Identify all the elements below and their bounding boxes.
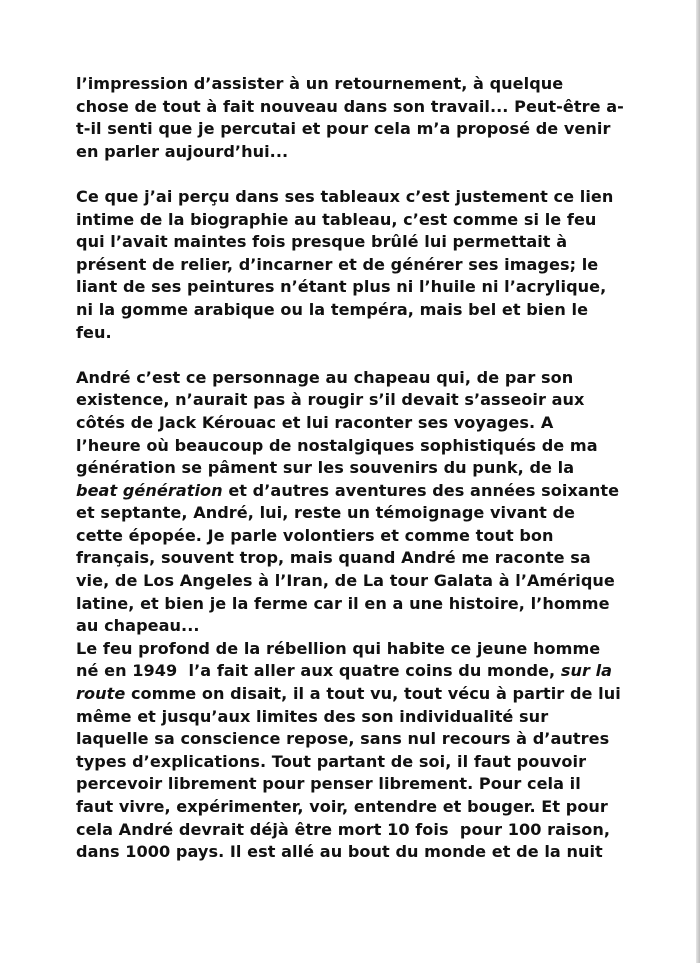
text-line: même et jusqu’aux limites des son individualité sur: [76, 706, 549, 726]
text-line: cette épopée. Je parle volontiers et comme tout bon: [76, 525, 554, 545]
text-line: l’heure où beaucoup de nostalgiques sophistiqués de ma: [76, 435, 598, 455]
paragraph-2: [76, 186, 656, 344]
text-line: liant de ses peintures n’étant plus ni l’huile ni l’acrylique,: [76, 277, 607, 297]
text-line: types d’explications. Tout partant de soi, il faut pouvoir: [76, 751, 587, 771]
paragraph-gap: [76, 163, 656, 186]
text-line: André c’est ce personnage au chapeau qui, de par son: [76, 367, 574, 387]
text-line: présent de relier, d’incarner et de générer ses images; le: [76, 254, 599, 274]
italic-sur-la: sur la: [560, 661, 613, 681]
text-line: français, souvent trop, mais quand André me raconte sa: [76, 548, 591, 568]
text-line: l’impression d’assister à un retournement, à quelque: [76, 74, 564, 93]
text-line: Le feu profond de la rébellion qui habite ce jeune homme: [76, 638, 601, 658]
text-line: [76, 480, 656, 503]
text-line: qui l’avait maintes fois presque brûlé lui permettait à: [76, 232, 568, 252]
text-line: chose de tout à fait nouveau dans son travail... Peut-être a-: [76, 96, 624, 116]
paragraph-gap: [76, 344, 656, 367]
text-line: vie, de Los Angeles à l’Iran, de La tour Galata à l’Amérique: [76, 571, 615, 591]
text-line: Ce que j’ai perçu dans ses tableaux c’est justement ce lien: [76, 186, 614, 206]
text-line: percevoir librement pour penser librement. Pour cela il: [76, 774, 581, 794]
body-text: [76, 73, 656, 864]
text-line: feu.: [76, 322, 112, 342]
text-line: latine, et bien je la ferme car il en a une histoire, l’homme: [76, 593, 610, 613]
text-line: et septante, André, lui, reste un témoignage vivant de: [76, 503, 576, 523]
text-line: faut vivre, expérimenter, voir, entendre et bouger. Et pour: [76, 797, 608, 816]
text-line: dans 1000 pays. Il est allé au bout du monde et de la nuit: [76, 842, 603, 862]
text-line: [76, 660, 656, 683]
paragraph-3: [76, 367, 656, 864]
scan-edge: [696, 0, 700, 963]
text-line: existence, n’aurait pas à rougir s’il devait s’asseoir aux: [76, 390, 585, 410]
text-fragment: comme on disait, il a tout vu, tout vécu à partir de lui: [125, 684, 621, 704]
italic-route: route: [76, 684, 126, 704]
text-line: cela André devrait déjà être mort 10 fois pour 100 raison,: [76, 819, 610, 839]
text-fragment: et d’autres aventures des années soixante: [222, 480, 620, 500]
text-line: génération se pâment sur les souvenirs du punk, de la: [76, 458, 575, 478]
text-line: côtés de Jack Kérouac et lui raconter ses voyages. A: [76, 412, 554, 432]
text-fragment: né en 1949 l’a fait aller aux quatre coins du monde,: [76, 661, 561, 681]
text-line: en parler aujourd’hui...: [76, 141, 289, 161]
text-line: t-il senti que je percutai et pour cela m’a proposé de venir: [76, 119, 611, 139]
text-line: ni la gomme arabique ou la tempéra, mais bel et bien le: [76, 299, 589, 319]
italic-beat-generation: beat génération: [76, 480, 223, 500]
text-line: au chapeau...: [76, 616, 200, 636]
text-line: intime de la biographie au tableau, c’est comme si le feu: [76, 209, 597, 229]
text-line: laquelle sa conscience repose, sans nul recours à d’autres: [76, 729, 610, 749]
paragraph-1: [76, 73, 656, 163]
text-line: [76, 683, 656, 706]
